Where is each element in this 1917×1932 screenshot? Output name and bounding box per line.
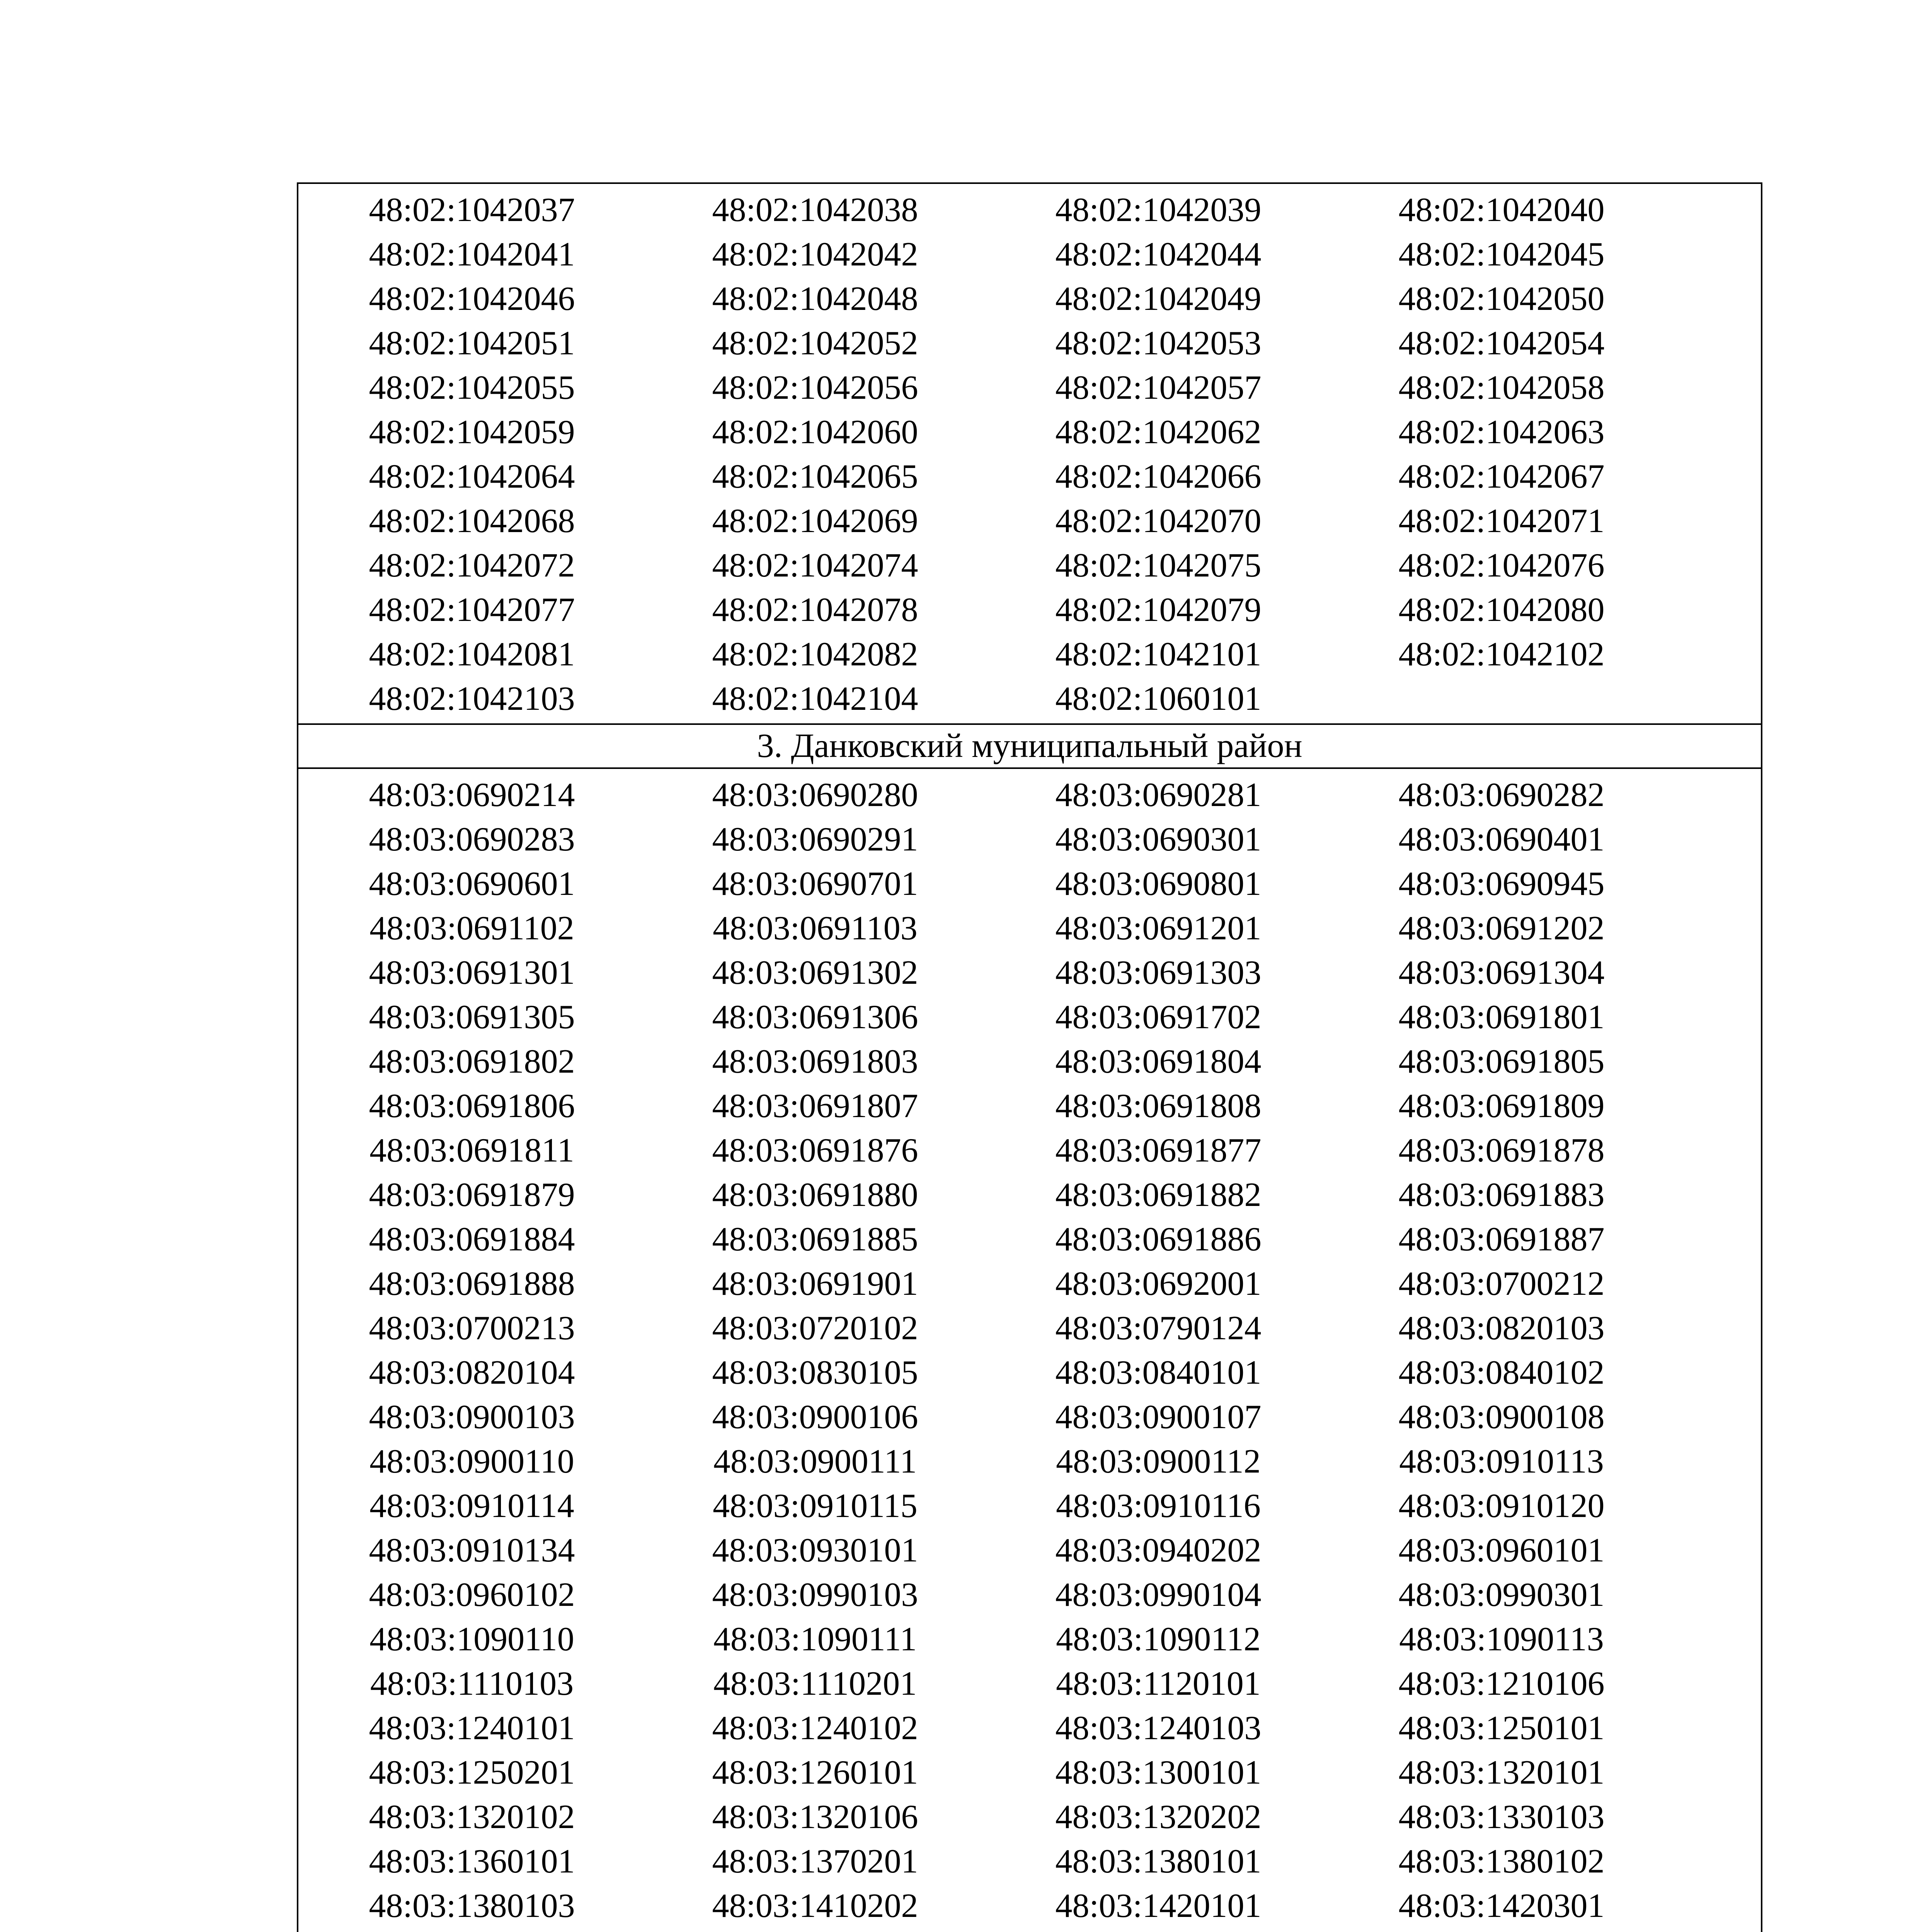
cadastral-number-cell: 48:03:0690701 <box>712 865 918 903</box>
table-row <box>298 1484 1761 1528</box>
cadastral-number-cell: 48:02:1042064 <box>369 458 575 495</box>
cadastral-number-cell <box>1330 1928 1673 1932</box>
table-row <box>298 773 1761 817</box>
cadastral-number-cell: 48:03:0692001 <box>1055 1265 1262 1303</box>
cadastral-number-cell: 48:03:0930101 <box>712 1532 918 1569</box>
cadastral-number-cell: 48:03:1420101 <box>1055 1887 1262 1925</box>
cadastral-number-cell: 48:03:0820103 <box>1398 1310 1605 1347</box>
cadastral-number-cell: 48:02:1042045 <box>1398 236 1605 273</box>
table-row <box>298 1439 1761 1484</box>
table-row <box>298 1528 1761 1573</box>
cadastral-number-cell: 48:02:1042054 <box>1398 325 1605 362</box>
cadastral-number-cell: 48:02:1042068 <box>369 502 575 540</box>
cadastral-number-cell: 48:03:0691884 <box>369 1221 575 1258</box>
cadastral-number-cell: 48:03:1110201 <box>713 1665 917 1702</box>
cadastral-number-cell: 48:03:1300101 <box>1055 1754 1262 1791</box>
cadastral-number-cell: 48:03:0720102 <box>712 1310 918 1347</box>
cadastral-number-cell: 48:02:1042102 <box>1398 636 1605 673</box>
cadastral-number-cell: 48:03:0691886 <box>1055 1221 1262 1258</box>
table-row <box>298 321 1761 366</box>
cadastral-number-cell: 48:03:0690291 <box>712 821 918 858</box>
table-row <box>298 1750 1761 1795</box>
cadastral-number-cell: 48:03:0910120 <box>1398 1487 1605 1525</box>
table-row <box>298 277 1761 321</box>
cadastral-number-cell: 48:03:1320202 <box>1055 1798 1262 1836</box>
cadastral-number-cell: 48:03:0690801 <box>1055 865 1262 903</box>
cadastral-number-cell: 48:02:1042078 <box>712 591 918 629</box>
cadastral-number-cell: 48:03:0691883 <box>1398 1176 1605 1214</box>
cadastral-number-cell: 48:03:1090113 <box>1399 1621 1604 1658</box>
cadastral-number-cell: 48:03:0691805 <box>1398 1043 1605 1080</box>
section-block <box>297 182 1762 725</box>
cadastral-number-cell: 48:02:1042077 <box>369 591 575 629</box>
cadastral-number-cell: 48:03:0900103 <box>369 1398 575 1436</box>
table-row <box>298 188 1761 232</box>
cadastral-number-cell: 48:03:1420301 <box>1398 1887 1605 1925</box>
cadastral-number-cell: 48:02:1042038 <box>712 191 918 229</box>
cadastral-number-cell: 48:03:0960101 <box>1398 1532 1605 1569</box>
cadastral-number-cell: 48:02:1042041 <box>369 236 575 273</box>
cadastral-number-cell: 48:03:0691887 <box>1398 1221 1605 1258</box>
table-row <box>298 1928 1761 1932</box>
cadastral-number-cell: 48:03:0691877 <box>1055 1132 1262 1169</box>
cadastral-number-cell: 48:03:0690601 <box>369 865 575 903</box>
table-row <box>298 995 1761 1039</box>
cadastral-number-cell: 48:02:1042069 <box>712 502 918 540</box>
cadastral-number-cell: 48:03:0690282 <box>1398 776 1605 814</box>
cadastral-number-cell: 48:02:1042071 <box>1398 502 1605 540</box>
table-row <box>298 366 1761 410</box>
cadastral-number-cell: 48:02:1042103 <box>369 680 575 718</box>
cadastral-number-cell: 48:03:0840101 <box>1055 1354 1262 1391</box>
cadastral-number-cell: 48:03:0910116 <box>1056 1487 1261 1525</box>
cadastral-number-cell: 48:02:1042056 <box>712 369 918 406</box>
cadastral-number-cell: 48:03:0691811 <box>369 1132 574 1169</box>
cadastral-number-cell: 48:02:1042055 <box>369 369 575 406</box>
cadastral-number-cell: 48:03:0900111 <box>713 1443 917 1480</box>
cadastral-number-cell: 48:03:0691305 <box>369 998 575 1036</box>
cadastral-number-cell: 48:03:1250201 <box>369 1754 575 1791</box>
cadastral-number-cell: 48:03:0990104 <box>1055 1576 1262 1614</box>
table-row <box>298 1306 1761 1350</box>
cadastral-number-cell: 48:03:0910134 <box>369 1532 575 1569</box>
cadastral-number-cell: 48:03:0990103 <box>712 1576 918 1614</box>
section-heading: 3. Данковский муниципальный район <box>297 725 1762 769</box>
cadastral-number-cell: 48:03:0691885 <box>712 1221 918 1258</box>
table-row <box>298 817 1761 862</box>
table-row <box>298 1084 1761 1128</box>
table-row <box>298 1795 1761 1839</box>
cadastral-number-cell: 48:03:0691702 <box>1055 998 1262 1036</box>
cadastral-number-cell: 48:03:0691801 <box>1398 998 1605 1036</box>
table-row <box>298 232 1761 277</box>
cadastral-number-cell: 48:03:0690401 <box>1398 821 1605 858</box>
cadastral-number-cell: 48:03:0690214 <box>369 776 575 814</box>
cadastral-number-cell: 48:03:0691803 <box>712 1043 918 1080</box>
cadastral-number-cell: 48:03:0691306 <box>712 998 918 1036</box>
cadastral-number-cell: 48:03:0900112 <box>1056 1443 1261 1480</box>
cadastral-number-cell: 48:02:1042042 <box>712 236 918 273</box>
cadastral-number-cell <box>644 1928 987 1932</box>
table-row <box>298 951 1761 995</box>
table-row <box>298 499 1761 543</box>
table-row <box>298 1039 1761 1084</box>
cadastral-number-cell: 48:03:0691302 <box>712 954 918 992</box>
cadastral-number-cell: 48:03:0690280 <box>712 776 918 814</box>
cadastral-number-cell: 48:03:0691882 <box>1055 1176 1262 1214</box>
cadastral-number-cell: 48:02:1042072 <box>369 547 575 584</box>
cadastral-number-cell: 48:03:0900110 <box>369 1443 574 1480</box>
table-row <box>298 588 1761 632</box>
cadastral-number-cell: 48:03:0690283 <box>369 821 575 858</box>
cadastral-number-cell: 48:02:1042059 <box>369 413 575 451</box>
table-row <box>298 1617 1761 1662</box>
cadastral-number-cell: 48:03:0700213 <box>369 1310 575 1347</box>
table-row <box>298 862 1761 906</box>
table-row <box>298 1395 1761 1439</box>
table-row <box>298 1350 1761 1395</box>
cadastral-number-cell: 48:03:0900106 <box>712 1398 918 1436</box>
table-row <box>298 677 1761 721</box>
cadastral-number-cell: 48:02:1042101 <box>1055 636 1262 673</box>
cadastral-number-cell: 48:03:0691102 <box>369 910 574 947</box>
cadastral-number-cell: 48:03:0840102 <box>1398 1354 1605 1391</box>
cadastral-number-cell: 48:03:0900107 <box>1055 1398 1262 1436</box>
cadastral-number-cell: 48:02:1042039 <box>1055 191 1262 229</box>
cadastral-number-cell: 48:03:0691876 <box>712 1132 918 1169</box>
cadastral-number-cell: 48:03:0910113 <box>1399 1443 1604 1480</box>
cadastral-number-cell: 48:03:1320106 <box>712 1798 918 1836</box>
cadastral-number-cell: 48:03:0691202 <box>1398 910 1605 947</box>
cadastral-number-cell: 48:03:0820104 <box>369 1354 575 1391</box>
cadastral-number-cell: 48:02:1042104 <box>712 680 918 718</box>
cadastral-number-cell: 48:02:1042063 <box>1398 413 1605 451</box>
cadastral-number-cell: 48:03:0691802 <box>369 1043 575 1080</box>
cadastral-number-cell: 48:03:0990301 <box>1398 1576 1605 1614</box>
cadastral-number-cell: 48:02:1042052 <box>712 325 918 362</box>
table-row <box>298 632 1761 677</box>
cadastral-number-cell: 48:03:1380101 <box>1055 1843 1262 1880</box>
cadastral-number-cell: 48:03:0691301 <box>369 954 575 992</box>
table-row <box>298 1884 1761 1928</box>
cadastral-number-cell: 48:03:0690945 <box>1398 865 1605 903</box>
cadastral-number-cell: 48:02:1042062 <box>1055 413 1262 451</box>
cadastral-table <box>297 182 1762 1932</box>
table-row <box>298 1262 1761 1306</box>
cadastral-number-cell: 48:03:0790124 <box>1055 1310 1262 1347</box>
table-row <box>298 1173 1761 1217</box>
cadastral-number-cell: 48:03:0910115 <box>713 1487 918 1525</box>
table-row <box>298 1573 1761 1617</box>
cadastral-number-cell: 48:03:1380103 <box>369 1887 575 1925</box>
cadastral-number-cell: 48:03:0830105 <box>712 1354 918 1391</box>
cadastral-number-cell: 48:03:0690281 <box>1055 776 1262 814</box>
table-row <box>298 1839 1761 1884</box>
cadastral-number-cell: 48:03:1090110 <box>369 1621 574 1658</box>
cadastral-number-cell: 48:02:1042082 <box>712 636 918 673</box>
cadastral-number-cell: 48:02:1042080 <box>1398 591 1605 629</box>
cadastral-number-cell: 48:03:1250101 <box>1398 1709 1605 1747</box>
cadastral-number-cell: 48:02:1042049 <box>1055 280 1262 318</box>
cadastral-number-cell: 48:03:1240101 <box>369 1709 575 1747</box>
cadastral-number-cell: 48:03:0691201 <box>1055 910 1262 947</box>
cadastral-number-cell: 48:02:1060101 <box>1055 680 1262 718</box>
cadastral-number-cell: 48:03:1090111 <box>713 1621 917 1658</box>
cadastral-number-cell: 48:03:0691304 <box>1398 954 1605 992</box>
cadastral-number-cell: 48:02:1042075 <box>1055 547 1262 584</box>
cadastral-number-cell: 48:03:0700212 <box>1398 1265 1605 1303</box>
cadastral-number-cell: 48:03:1320101 <box>1398 1754 1605 1791</box>
cadastral-number-cell: 48:03:1410202 <box>712 1887 918 1925</box>
cadastral-number-cell: 48:02:1042051 <box>369 325 575 362</box>
cadastral-number-cell: 48:03:1380102 <box>1398 1843 1605 1880</box>
cadastral-number-cell: 48:03:1090112 <box>1056 1621 1261 1658</box>
cadastral-number-cell: 48:02:1042076 <box>1398 547 1605 584</box>
cadastral-number-cell: 48:02:1042070 <box>1055 502 1262 540</box>
table-row <box>298 1706 1761 1750</box>
cadastral-number-cell: 48:02:1042066 <box>1055 458 1262 495</box>
cadastral-number-cell: 48:03:1360101 <box>369 1843 575 1880</box>
cadastral-number-cell: 48:02:1042081 <box>369 636 575 673</box>
cadastral-number-cell: 48:03:1110103 <box>370 1665 574 1702</box>
cadastral-number-cell <box>987 1928 1330 1932</box>
table-row <box>298 1662 1761 1706</box>
cadastral-number-cell: 48:03:0691879 <box>369 1176 575 1214</box>
cadastral-number-cell: 48:02:1042058 <box>1398 369 1605 406</box>
table-row <box>298 906 1761 951</box>
cadastral-number-cell: 48:03:0691901 <box>712 1265 918 1303</box>
cadastral-number-cell: 48:03:1260101 <box>712 1754 918 1791</box>
cadastral-number-cell: 48:02:1042050 <box>1398 280 1605 318</box>
cadastral-number-cell: 48:03:0691303 <box>1055 954 1262 992</box>
cadastral-number-cell: 48:03:0691878 <box>1398 1132 1605 1169</box>
cadastral-number-cell: 48:02:1042040 <box>1398 191 1605 229</box>
cadastral-number-cell: 48:02:1042060 <box>712 413 918 451</box>
cadastral-number-cell: 48:03:0691804 <box>1055 1043 1262 1080</box>
cadastral-number-cell: 48:02:1042067 <box>1398 458 1605 495</box>
section-block <box>297 769 1762 1932</box>
cadastral-number-cell: 48:03:0691808 <box>1055 1087 1262 1125</box>
cadastral-number-cell: 48:03:0691806 <box>369 1087 575 1125</box>
cadastral-number-cell: 48:03:1120101 <box>1056 1665 1261 1702</box>
cadastral-number-cell: 48:03:0910114 <box>369 1487 574 1525</box>
cadastral-number-cell: 48:03:1370201 <box>712 1843 918 1880</box>
cadastral-number-cell: 48:03:1240102 <box>712 1709 918 1747</box>
cadastral-number-cell: 48:02:1042048 <box>712 280 918 318</box>
cadastral-number-cell: 48:03:1320102 <box>369 1798 575 1836</box>
table-row <box>298 543 1761 588</box>
cadastral-number-cell: 48:02:1042053 <box>1055 325 1262 362</box>
cadastral-number-cell: 48:03:0691809 <box>1398 1087 1605 1125</box>
cadastral-number-cell: 48:03:0691103 <box>713 910 918 947</box>
cadastral-number-cell: 48:02:1042044 <box>1055 236 1262 273</box>
cadastral-number-cell: 48:03:0691807 <box>712 1087 918 1125</box>
cadastral-number-cell: 48:02:1042074 <box>712 547 918 584</box>
cadastral-number-cell: 48:02:1042057 <box>1055 369 1262 406</box>
table-row <box>298 1217 1761 1262</box>
cadastral-number-cell: 48:03:0691888 <box>369 1265 575 1303</box>
table-row <box>298 1128 1761 1173</box>
cadastral-number-cell: 48:02:1042046 <box>369 280 575 318</box>
cadastral-number-cell: 48:03:0690301 <box>1055 821 1262 858</box>
cadastral-number-cell <box>300 1928 644 1932</box>
cadastral-number-cell: 48:03:0900108 <box>1398 1398 1605 1436</box>
table-row <box>298 410 1761 454</box>
cadastral-number-cell: 48:02:1042079 <box>1055 591 1262 629</box>
cadastral-number-cell: 48:03:0691880 <box>712 1176 918 1214</box>
cadastral-number-cell: 48:03:0960102 <box>369 1576 575 1614</box>
cadastral-number-cell: 48:03:0940202 <box>1055 1532 1262 1569</box>
cadastral-number-cell: 48:03:1210106 <box>1398 1665 1605 1702</box>
table-row <box>298 454 1761 499</box>
cadastral-number-cell: 48:03:1330103 <box>1398 1798 1605 1836</box>
cadastral-number-cell: 48:03:1240103 <box>1055 1709 1262 1747</box>
cadastral-number-cell: 48:02:1042065 <box>712 458 918 495</box>
cadastral-number-cell: 48:02:1042037 <box>369 191 575 229</box>
